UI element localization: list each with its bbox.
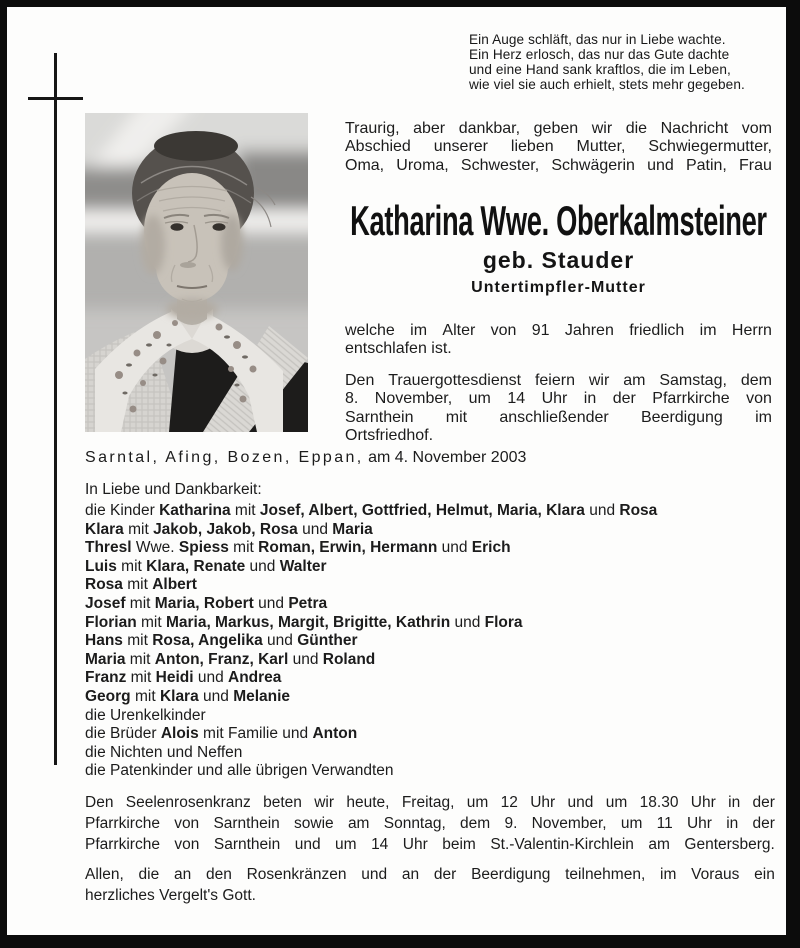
passing-text: welche im Alter von 91 Jahren friedlich im Herrn entschlafen ist. (345, 322, 772, 358)
cross-icon (28, 97, 83, 100)
obituary-paper (7, 7, 786, 935)
announcement-intro: Traurig, aber dankbar, geben wir die Nachricht vom Abschied unserer lieben Mutter, Schwiegermutter, Oma, Uroma, Schwester, Schwägerin und Patin, Frau (345, 120, 772, 174)
vulgo-name: Untertimpfler-Mutter (471, 279, 646, 296)
deceased-name (345, 198, 772, 244)
date-text: am 4. November 2003 (363, 449, 527, 466)
maiden-name: geb. Stauder (482, 247, 635, 273)
mourners-list: die Kinder Katharina mit Josef, Albert, Gottfried, Helmut, Maria, Klara und Rosa Klara mit Jakob, Jakob, Rosa und Maria Thresl Wwe. Spiess mit Roman, Erwin, Hermann und Erich Luis mit Klara, Renate und Walter Rosa mit Albert Josef mit Maria, Robert und Petra Florian mit Maria, Markus, Margit, Brigitte, Kathrin und Flora Hans mit Rosa, Angelika und Günther Maria mit Anton, Franz, Karl und Roland Franz mit Heidi und Andrea Georg mit Klara und Melanie die Urenkelkinder die Brüder Alois mit Familie und Anton die Nichten und Neffen die Patenkinder und alle übrigen Verwandten (85, 502, 658, 780)
rosary-text: Den Seelenrosenkranz beten wir heute, Freitag, um 12 Uhr und um 18.30 Uhr in der Pfarrkirche von Sarnthein sowie am Sonntag, dem 9. November, um 11 Uhr in der Pfarrkirche von Sarnthein und um 14 Uhr beim St.-Valentin-Kirchlein am Gentersberg. (85, 794, 775, 853)
cross-icon (54, 53, 57, 765)
mourning-header: In Liebe und Dankbarkeit: (85, 481, 262, 498)
funeral-service-text: Den Trauergottesdienst feiern wir am Samstag, dem 8. November, um 14 Uhr in der Pfarrkirche von Sarnthein mit anschließender Beerdigung im Ortsfriedhof. (345, 372, 772, 444)
places-text: Sarntal, Afing, Bozen, Eppan, (85, 449, 364, 466)
portrait-photo (85, 113, 308, 432)
place-date-line (85, 449, 775, 467)
memorial-verse: Ein Auge schläft, das nur in Liebe wachte. Ein Herz erlosch, das nur das Gute dachte und eine Hand sank kraftlos, die im Leben, wie viel sie auch erhielt, stets mehr gegeben. (469, 32, 745, 92)
thanks-text: Allen, die an den Rosenkränzen und an der Beerdigung teilnehmen, im Voraus ein herzliches Vergelt's Gott. (85, 866, 775, 904)
deceased-name-text: Katharina Wwe. Oberkalmsteiner (350, 197, 767, 244)
